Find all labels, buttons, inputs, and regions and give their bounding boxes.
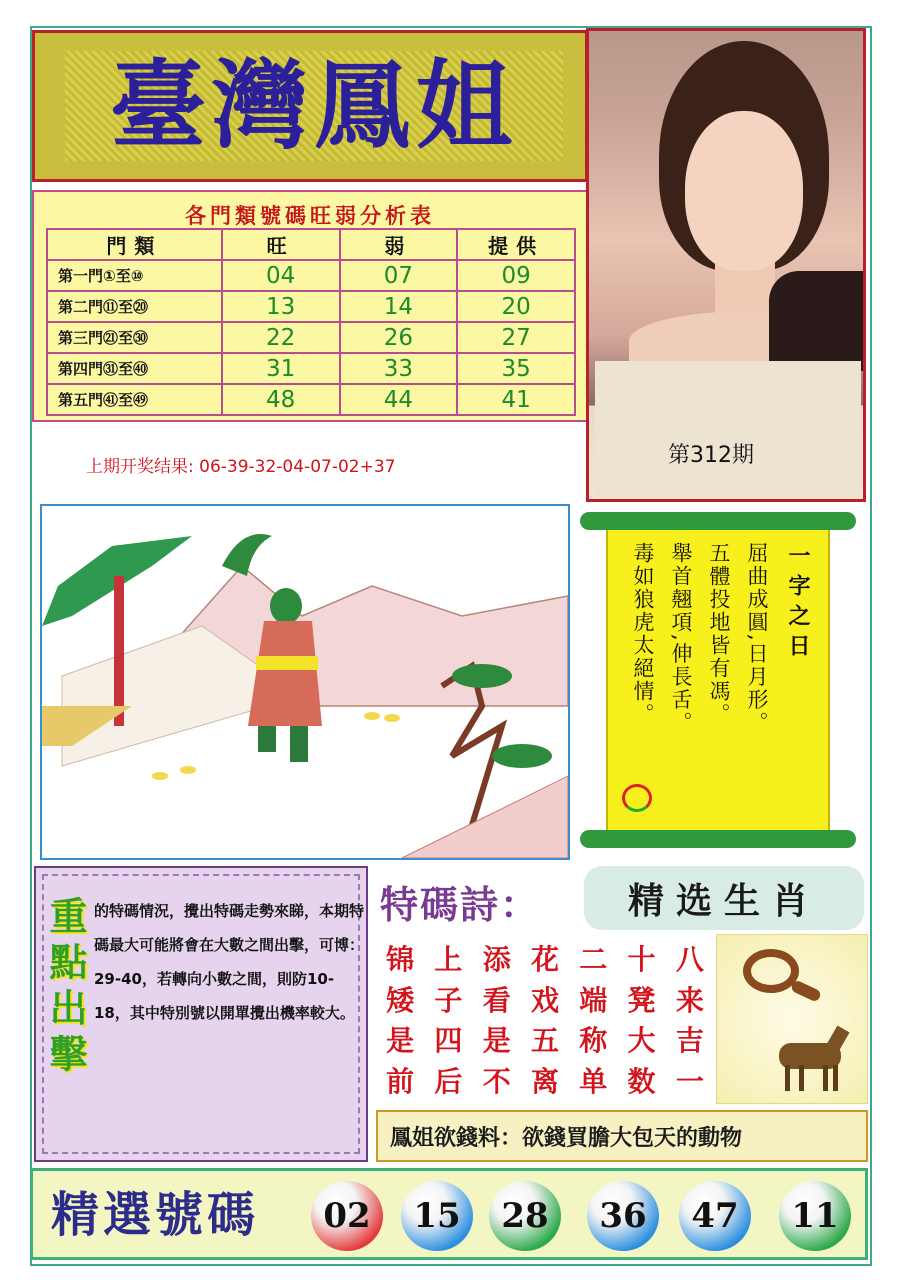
provide-cell: 09 bbox=[457, 260, 575, 291]
door-cell: 第三門㉑至㉚ bbox=[47, 322, 222, 353]
weak-cell: 26 bbox=[340, 322, 458, 353]
door-cell: 第四門㉛至㊵ bbox=[47, 353, 222, 384]
table-row bbox=[47, 291, 575, 322]
horse-neck-icon bbox=[822, 1026, 849, 1059]
figure-leg bbox=[290, 726, 308, 762]
table-header-row bbox=[47, 229, 575, 260]
page-title: 臺灣鳳姐 bbox=[110, 49, 518, 162]
analysis-table-panel bbox=[32, 190, 588, 422]
column-header: 旺 bbox=[222, 229, 340, 260]
pavilion-pillar bbox=[114, 576, 124, 726]
portrait-photo bbox=[586, 28, 866, 502]
gold-ingot bbox=[152, 772, 168, 780]
strong-cell: 22 bbox=[222, 322, 340, 353]
poem-char: 单 bbox=[579, 1064, 608, 1098]
photo-face bbox=[685, 111, 803, 271]
last-draw-result: 上期开奖结果: 06-39-32-04-07-02+37 bbox=[86, 457, 396, 477]
riddle-line: 五體投地皆有馮。 bbox=[707, 542, 731, 726]
poem-grid bbox=[376, 940, 714, 1102]
weak-cell: 07 bbox=[340, 260, 458, 291]
provide-cell: 35 bbox=[457, 353, 575, 384]
analysis-table-title: 各門類號碼旺弱分析表 bbox=[185, 204, 435, 228]
column-header: 門類 bbox=[47, 229, 222, 260]
number-ball: 28 bbox=[489, 1181, 561, 1251]
title-banner bbox=[32, 30, 588, 182]
zodiac-picture bbox=[716, 934, 868, 1104]
table-row bbox=[47, 353, 575, 384]
weak-cell: 14 bbox=[340, 291, 458, 322]
provide-cell: 27 bbox=[457, 322, 575, 353]
poem-char: 离 bbox=[530, 1064, 559, 1098]
provide-cell: 41 bbox=[457, 384, 575, 415]
snake-head-icon bbox=[790, 979, 822, 1003]
money-hint: 鳳姐欲錢料：欲錢買膽大包天的動物 bbox=[376, 1110, 868, 1162]
photo-blurred-area bbox=[595, 361, 861, 497]
column-header: 提供 bbox=[457, 229, 575, 260]
poem-char: 添 bbox=[482, 943, 511, 976]
horse-leg-icon bbox=[833, 1065, 838, 1091]
poem-char: 不 bbox=[482, 1064, 511, 1098]
poem-char: 吉 bbox=[675, 1024, 704, 1057]
door-cell: 第二門⑪至⑳ bbox=[47, 291, 222, 322]
selected-numbers-panel bbox=[30, 1168, 868, 1260]
scroll-rod-bottom bbox=[580, 830, 856, 848]
strong-cell: 04 bbox=[222, 260, 340, 291]
door-cell: 第五門㊶至㊾ bbox=[47, 384, 222, 415]
tree-foliage bbox=[492, 744, 552, 768]
strong-cell: 31 bbox=[222, 353, 340, 384]
poem-char: 是 bbox=[386, 1024, 415, 1057]
poem-char: 五 bbox=[530, 1024, 559, 1057]
poem-char: 矮 bbox=[386, 983, 415, 1017]
column-header: 弱 bbox=[340, 229, 458, 260]
strong-cell: 13 bbox=[222, 291, 340, 322]
figure-leg bbox=[258, 726, 276, 752]
poem-char: 二 bbox=[579, 943, 608, 976]
poem-char: 八 bbox=[675, 943, 704, 976]
illustration-svg bbox=[42, 506, 568, 858]
number-ball: 15 bbox=[401, 1181, 473, 1251]
poem-char: 十 bbox=[627, 943, 656, 976]
analysis-table bbox=[46, 228, 576, 416]
weak-cell: 33 bbox=[340, 353, 458, 384]
tree-foliage bbox=[452, 664, 512, 688]
selected-numbers-label: 精選號碼 bbox=[51, 1187, 260, 1243]
poem-char: 前 bbox=[386, 1064, 415, 1098]
horse-leg-icon bbox=[785, 1065, 790, 1091]
provide-cell: 20 bbox=[457, 291, 575, 322]
figure-head bbox=[270, 588, 302, 624]
key-strike-text: 的特碼情況，攪出特碼走勢來睇，本期特碼最大可能將會在大數之間出擊，可博：29-40，若轉向小數之間，則防10-18，其中特別號以開單攪出機率較大。 bbox=[94, 902, 365, 1022]
poem-char: 凳 bbox=[627, 983, 656, 1017]
poem-char: 称 bbox=[579, 1024, 608, 1057]
riddle-line: 舉首翹項,伸長舌。 bbox=[669, 542, 693, 735]
number-ball: 47 bbox=[679, 1181, 751, 1251]
key-strike-panel bbox=[34, 866, 368, 1162]
zodiac-label: 精选生肖 bbox=[584, 866, 864, 930]
table-row bbox=[47, 322, 575, 353]
riddle-scroll bbox=[606, 530, 830, 836]
poem-char: 锦 bbox=[386, 943, 415, 976]
number-ball: 36 bbox=[587, 1181, 659, 1251]
poem-char: 大 bbox=[627, 1024, 656, 1057]
poem-char: 数 bbox=[627, 1064, 656, 1098]
horse-leg-icon bbox=[799, 1065, 804, 1091]
poem-char: 端 bbox=[579, 983, 608, 1017]
figure-belt bbox=[256, 656, 318, 670]
poem-char: 后 bbox=[434, 1064, 463, 1098]
gold-ingot bbox=[180, 766, 196, 774]
key-strike-title: 重點出擊 bbox=[43, 896, 88, 1080]
strong-cell: 48 bbox=[222, 384, 340, 415]
horse-leg-icon bbox=[823, 1065, 828, 1091]
number-ball: 11 bbox=[779, 1181, 851, 1251]
poem-char: 看 bbox=[482, 983, 511, 1017]
table-row bbox=[47, 260, 575, 291]
table-row bbox=[47, 384, 575, 415]
riddle-line: 屈曲成圓,日月形。 bbox=[745, 542, 769, 735]
title-panel bbox=[65, 51, 563, 161]
door-cell: 第一門①至⑩ bbox=[47, 260, 222, 291]
poem-char: 四 bbox=[434, 1024, 463, 1057]
poem-char: 一 bbox=[675, 1064, 704, 1098]
gold-ingot bbox=[364, 712, 380, 720]
issue-number: 第312期 bbox=[668, 443, 754, 468]
weak-cell: 44 bbox=[340, 384, 458, 415]
poem-char: 来 bbox=[675, 983, 704, 1017]
riddle-heading: 一字之日 bbox=[785, 544, 810, 664]
poem-char: 上 bbox=[434, 943, 463, 976]
poem-heading: 特碼詩： bbox=[380, 882, 541, 927]
poem-char: 子 bbox=[434, 983, 463, 1017]
gold-ingot bbox=[384, 714, 400, 722]
number-ball: 02 bbox=[311, 1181, 383, 1251]
poem-char: 花 bbox=[530, 943, 559, 976]
poem-char: 戏 bbox=[530, 983, 559, 1017]
riddle-illustration bbox=[40, 504, 570, 860]
palm-leaves bbox=[222, 534, 272, 576]
riddle-line: 毒如狼虎太絕情。 bbox=[631, 542, 655, 726]
poem-char: 是 bbox=[482, 1024, 511, 1057]
seal-stamp-icon bbox=[622, 784, 652, 812]
scroll-rod-top bbox=[580, 512, 856, 530]
photo-dress bbox=[769, 271, 866, 371]
